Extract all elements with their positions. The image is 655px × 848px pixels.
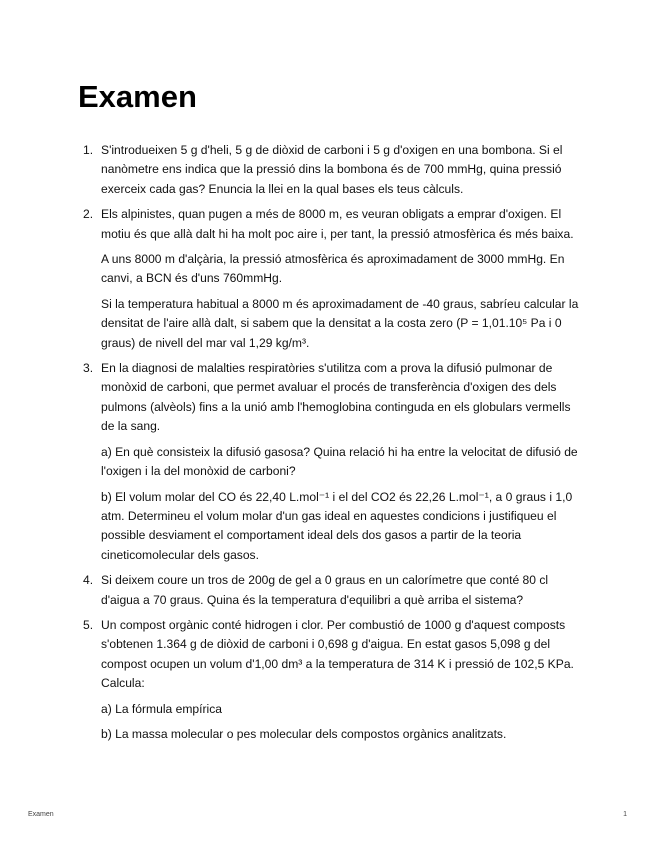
- question-text: Els alpinistes, quan pugen a més de 8000 m, es veuran obligats a emprar d'oxigen. El motiu és que allà dalt hi ha molt poc aire i, per tant, la pressió atmosfèrica és més baixa.: [101, 207, 574, 241]
- question-subparagraph: b) La massa molecular o pes molecular dels compostos orgànics analitzats.: [101, 726, 507, 741]
- question-item: [78, 141, 580, 199]
- question-subparagraph: b) El volum molar del CO és 22,40 L.mol⁻¹ i el del CO2 és 22,26 L.mol⁻¹, a 0 graus i 1,0 atm. Determineu el volum molar d'un gas ideal en aquestes condicions i justifiqueu el possible desviament el comportament ideal dels dos gasos a partir de la teoria cineticomolecular dels gasos.: [101, 489, 573, 562]
- question-list: [78, 141, 580, 750]
- question-text: Un compost orgànic conté hidrogen i clor. Per combustió de 1000 g d'aquest composts s'obtenen 1.364 g de diòxid de carboni i 0,698 g d'aigua. En estat gasos 5,098 g del compost ocupen un volum d'1,00 dm³ a la temperatura de 314 K i pressió de 102,5 KPa. Calcula:: [101, 617, 574, 691]
- question-item: [78, 359, 580, 565]
- question-number: 2.: [83, 207, 94, 222]
- question-subparagraph: a) En què consisteix la difusió gasosa? Quina relació hi ha entre la velocitat de difusió de l'oxigen i la del monòxid de carboni?: [101, 444, 578, 479]
- question-subparagraph: A uns 8000 m d'alçària, la pressió atmosfèrica és aproximadament de 3000 mmHg. En canvi, a BCN és d'uns 760mmHg.: [101, 252, 565, 286]
- question-text: S'introdueixen 5 g d'heli, 5 g de diòxid de carboni i 5 g d'oxigen en una bombona. Si el nanòmetre ens indica que la pressió dins la bombona és de 700 mmHg, quina pressió exerceix cada gas? Enuncia la llei en la qual bases els teus càlculs.: [101, 143, 563, 196]
- question-text: Si deixem coure un tros de 200g de gel a 0 graus en un calorímetre que conté 80 cl d'aigua a 70 graus. Quina és la temperatura d'equilibri a què arriba el sistema?: [101, 573, 549, 607]
- page-title: Examen: [78, 79, 197, 114]
- question-subparagraph: Si la temperatura habitual a 8000 m és aproximadament de -40 graus, sabríeu calcular la densitat de l'aire allà dalt, si sabem que la densitat a la costa zero (P = 1,01.10⁵ Pa i 0 graus) de nivell del mar val 1,29 kg/m³.: [101, 296, 579, 350]
- footer-document-title: Examen: [28, 811, 54, 818]
- question-item: [78, 571, 580, 610]
- question-item: [78, 205, 580, 353]
- question-number: 5.: [83, 617, 94, 632]
- question-text: En la diagnosi de malalties respiratòries s'utilitza com a prova la difusió pulmonar de monòxid de carboni, que permet avaluar el procés de transferència d'oxigen des dels pulmons (alvèols) fins a la unió amb l'hemoglobina continguda en els globulars vermells de la sang.: [101, 361, 571, 434]
- question-number: 3.: [83, 361, 94, 376]
- question-number: 1.: [83, 143, 94, 157]
- question-number: 4.: [83, 573, 94, 588]
- footer-page-number: 1: [623, 811, 627, 818]
- question-subparagraph: a) La fórmula empírica: [101, 701, 222, 716]
- question-item: [78, 616, 580, 744]
